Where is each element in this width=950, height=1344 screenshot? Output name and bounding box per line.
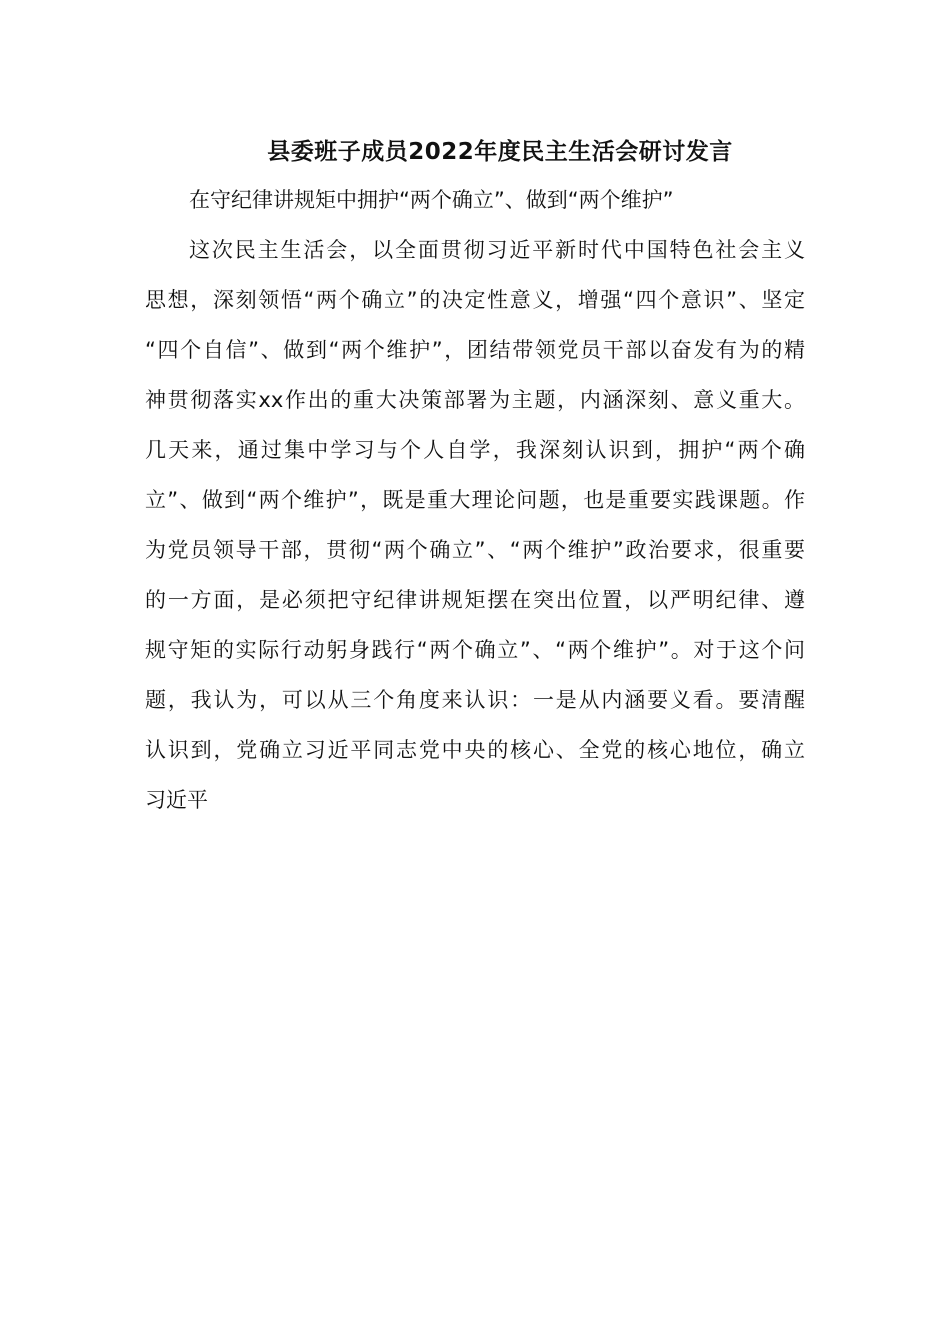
body-line: 神贯彻落实xx作出的重大决策部署为主题，内涵深刻、意义重大。 bbox=[145, 388, 805, 412]
body-line: 的一方面，是必须把守纪律讲规矩摆在突出位置，以严明纪律、遵 bbox=[145, 588, 805, 612]
body-line: 为党员领导干部，贯彻“两个确立”、“两个维护”政治要求，很重要 bbox=[145, 538, 805, 562]
body-line: 认识到，党确立习近平同志党中央的核心、全党的核心地位，确立 bbox=[145, 738, 805, 762]
body-line: “四个自信”、做到“两个维护”，团结带领党员干部以奋发有为的精 bbox=[145, 338, 805, 362]
body-line: 题，我认为，可以从三个角度来认识：一是从内涵要义看。要清醒 bbox=[145, 688, 805, 712]
body-line: 思想，深刻领悟“两个确立”的决定性意义，增强“四个意识”、坚定 bbox=[145, 288, 805, 312]
body-line: 这次民主生活会，以全面贯彻习近平新时代中国特色社会主义 bbox=[189, 238, 805, 262]
body-line: 立”、做到“两个维护”，既是重大理论问题，也是重要实践课题。作 bbox=[145, 488, 805, 512]
body-line: 几天来，通过集中学习与个人自学，我深刻认识到，拥护“两个确 bbox=[145, 438, 805, 462]
document-subtitle: 在守纪律讲规矩中拥护“两个确立”、做到“两个维护” bbox=[189, 188, 674, 212]
document-title: 县委班子成员2022年度民主生活会研讨发言 bbox=[267, 139, 733, 165]
body-line: 习近平 bbox=[145, 788, 208, 812]
body-line: 规守矩的实际行动躬身践行“两个确立”、“两个维护”。对于这个问 bbox=[145, 638, 805, 662]
